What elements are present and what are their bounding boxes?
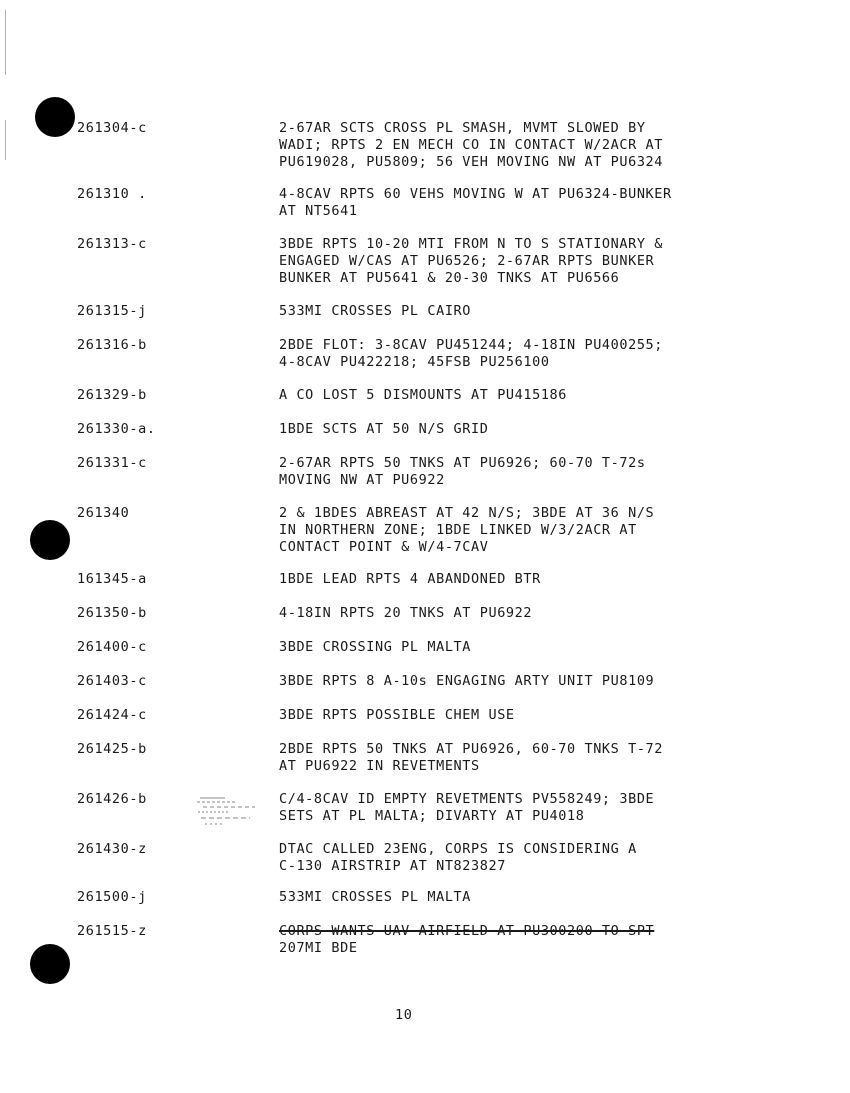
entry-message <box>279 186 749 220</box>
message-line: AT NT5641 <box>279 203 358 219</box>
message-line: MOVING NW AT PU6922 <box>279 472 445 488</box>
message-line: WADI; RPTS 2 EN MECH CO IN CONTACT W/2ACR AT <box>279 137 664 153</box>
message-line: A CO LOST 5 DISMOUNTS AT PU415186 <box>279 387 568 403</box>
entry-message <box>279 337 749 371</box>
entry-dtg: 261430-z <box>77 841 147 857</box>
entry-message <box>279 505 749 556</box>
message-line: CONTACT POINT & W/4-7CAV <box>279 539 489 555</box>
punch-hole <box>35 97 75 137</box>
entry-message <box>279 303 749 320</box>
entry-message <box>279 791 749 825</box>
message-line: 207MI BDE <box>279 940 358 956</box>
message-line: 2-67AR SCTS CROSS PL SMASH, MVMT SLOWED BY <box>279 120 646 136</box>
message-line: 2-67AR RPTS 50 TNKS AT PU6926; 60-70 T-72s <box>279 455 646 471</box>
entry-dtg: 261424-c <box>77 707 147 723</box>
ink-smudge <box>195 793 261 833</box>
entry-dtg: 261425-b <box>77 741 147 757</box>
entry-message <box>279 923 749 957</box>
entry-dtg: 261330-a. <box>77 421 156 437</box>
message-line: 3BDE RPTS 8 A-10s ENGAGING ARTY UNIT PU8109 <box>279 673 655 689</box>
entry-dtg: 261400-c <box>77 639 147 655</box>
entry-dtg: 261331-c <box>77 455 147 471</box>
entry-message <box>279 387 749 404</box>
message-line: 2BDE FLOT: 3-8CAV PU451244; 4-18IN PU400255; <box>279 337 664 353</box>
message-line: SETS AT PL MALTA; DIVARTY AT PU4018 <box>279 808 585 824</box>
entry-dtg: 261500-j <box>77 889 147 905</box>
message-line: AT PU6922 IN REVETMENTS <box>279 758 480 774</box>
scan-edge-mark <box>5 120 6 160</box>
message-line: PU619028, PU5809; 56 VEH MOVING NW AT PU6324 <box>279 154 664 170</box>
message-line: C-130 AIRSTRIP AT NT823827 <box>279 858 506 874</box>
entry-message <box>279 120 749 171</box>
entry-message <box>279 889 749 906</box>
message-line: 2 & 1BDES ABREAST AT 42 N/S; 3BDE AT 36 N/S <box>279 505 655 521</box>
message-line: 4-8CAV RPTS 60 VEHS MOVING W AT PU6324-BUNKER <box>279 186 672 202</box>
message-line: CORPS WANTS UAV AIRFIELD AT PU300200 TO SPT <box>279 923 655 939</box>
message-line: 2BDE RPTS 50 TNKS AT PU6926, 60-70 TNKS T-72 <box>279 741 664 757</box>
entry-message <box>279 673 749 690</box>
entry-dtg: 261316-b <box>77 337 147 353</box>
entry-dtg: 261515-z <box>77 923 147 939</box>
entry-dtg: 261304-c <box>77 120 147 136</box>
message-line: BUNKER AT PU5641 & 20-30 TNKS AT PU6566 <box>279 270 620 286</box>
message-line: 1BDE LEAD RPTS 4 ABANDONED BTR <box>279 571 541 587</box>
entry-message <box>279 707 749 724</box>
entry-dtg: 261350-b <box>77 605 147 621</box>
entry-dtg: 261315-j <box>77 303 147 319</box>
punch-hole <box>30 944 70 984</box>
entry-message <box>279 741 749 775</box>
message-line: DTAC CALLED 23ENG, CORPS IS CONSIDERING A <box>279 841 637 857</box>
message-line: 3BDE RPTS 10-20 MTI FROM N TO S STATIONARY & <box>279 236 664 252</box>
entry-dtg: 161345-a <box>77 571 147 587</box>
entry-dtg: 261329-b <box>77 387 147 403</box>
page-number: 10 <box>395 1007 413 1023</box>
entry-message <box>279 639 749 656</box>
message-line: C/4-8CAV ID EMPTY REVETMENTS PV558249; 3BDE <box>279 791 655 807</box>
entry-message <box>279 605 749 622</box>
message-line: 4-18IN RPTS 20 TNKS AT PU6922 <box>279 605 533 621</box>
entry-dtg: 261403-c <box>77 673 147 689</box>
message-line: 1BDE SCTS AT 50 N/S GRID <box>279 421 489 437</box>
message-line: 3BDE RPTS POSSIBLE CHEM USE <box>279 707 515 723</box>
entry-dtg: 261313-c <box>77 236 147 252</box>
message-line: 4-8CAV PU422218; 45FSB PU256100 <box>279 354 550 370</box>
scan-edge-mark <box>5 10 6 75</box>
message-line: 533MI CROSSES PL CAIRO <box>279 303 472 319</box>
punch-hole <box>30 520 70 560</box>
entry-dtg: 261310 . <box>77 186 147 202</box>
entry-dtg: 261426-b <box>77 791 147 807</box>
entry-message <box>279 571 749 588</box>
message-line: 533MI CROSSES PL MALTA <box>279 889 472 905</box>
message-line: IN NORTHERN ZONE; 1BDE LINKED W/3/2ACR AT <box>279 522 637 538</box>
entry-dtg: 261340 <box>77 505 130 521</box>
entry-message <box>279 841 749 875</box>
message-line: ENGAGED W/CAS AT PU6526; 2-67AR RPTS BUNKER <box>279 253 655 269</box>
entry-message <box>279 236 749 287</box>
message-line: 3BDE CROSSING PL MALTA <box>279 639 472 655</box>
entry-message <box>279 421 749 438</box>
entry-message <box>279 455 749 489</box>
